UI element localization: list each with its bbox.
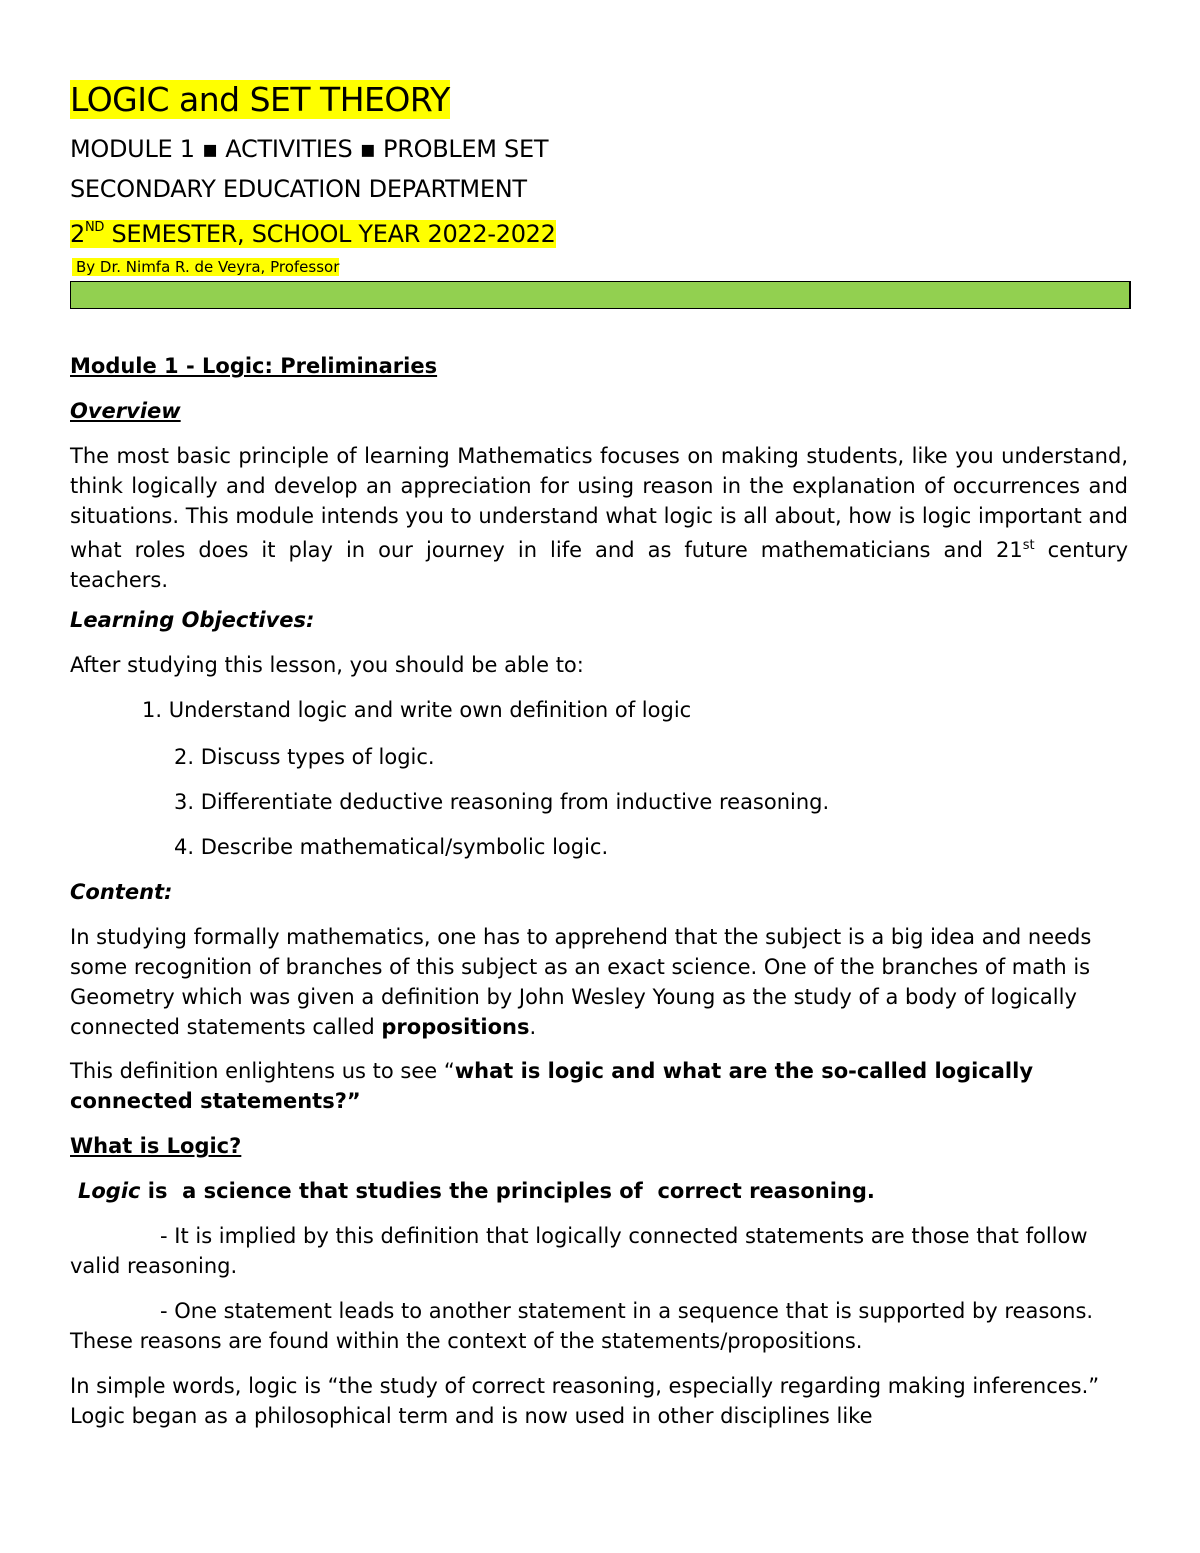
definition-point-1: - It is implied by this definition that logically connected statements are those that follow valid reasoning. (70, 1224, 1088, 1278)
objective-item: 2. Discuss types of logic. (174, 745, 435, 769)
objective-item: 1. Understand logic and write own definition of logic (142, 698, 692, 722)
header-divider-bar (70, 281, 1131, 309)
department-line: SECONDARY EDUCATION DEPARTMENT (70, 175, 527, 203)
logic-definition: Logic is a science that studies the principles of correct reasoning. (78, 1179, 875, 1203)
content-paragraph-1: In studying formally mathematics, one has to apprehend that the subject is a big idea and needs some recognition of branches of this subject as an exact science. One of the branches of math is Geometry which was given a definition by John Wesley Young as the study of a body of logically connected statements called propositions. (70, 925, 1092, 1039)
module-heading: Module 1 - Logic: Preliminaries (70, 354, 438, 378)
content-paragraph-2: This definition enlightens us to see “what is logic and what are the so-called logically connected statements?” (70, 1059, 1034, 1113)
document-title: LOGIC and SET THEORY (70, 80, 450, 119)
semester-line: 2ND SEMESTER, SCHOOL YEAR 2022-2022 (70, 220, 556, 248)
definition-point-2: - One statement leads to another statement in a sequence that is supported by reasons. These reasons are found within the context of the statements/propositions. (70, 1299, 1094, 1353)
objective-item: 3. Differentiate deductive reasoning from inductive reasoning. (174, 790, 830, 814)
overview-paragraph: The most basic principle of learning Mathematics focuses on making students, like you understand, think logically and develop an appreciation for using reason in the explanation of occurrences and situations. This module intends you to understand what logic is all about, how is logic important and what roles does it play in our journey in life and as future mathematicians and 21st century teachers. (70, 444, 1128, 592)
author-line: By Dr. Nimfa R. de Veyra, Professor (72, 255, 339, 279)
what-is-logic-heading: What is Logic? (70, 1134, 242, 1158)
objectives-heading: Learning Objectives: (70, 608, 315, 632)
objectives-intro: After studying this lesson, you should be able to: (70, 653, 584, 677)
simple-words-paragraph: In simple words, logic is “the study of correct reasoning, especially regarding making inferences.” Logic began as a philosophical term and is now used in other disciplines like (70, 1374, 1100, 1428)
overview-heading: Overview (70, 399, 181, 423)
module-line: MODULE 1 ▪ ACTIVITIES ▪ PROBLEM SET (70, 135, 549, 163)
objective-item: 4. Describe mathematical/symbolic logic. (174, 835, 609, 859)
content-heading: Content: (70, 880, 173, 904)
